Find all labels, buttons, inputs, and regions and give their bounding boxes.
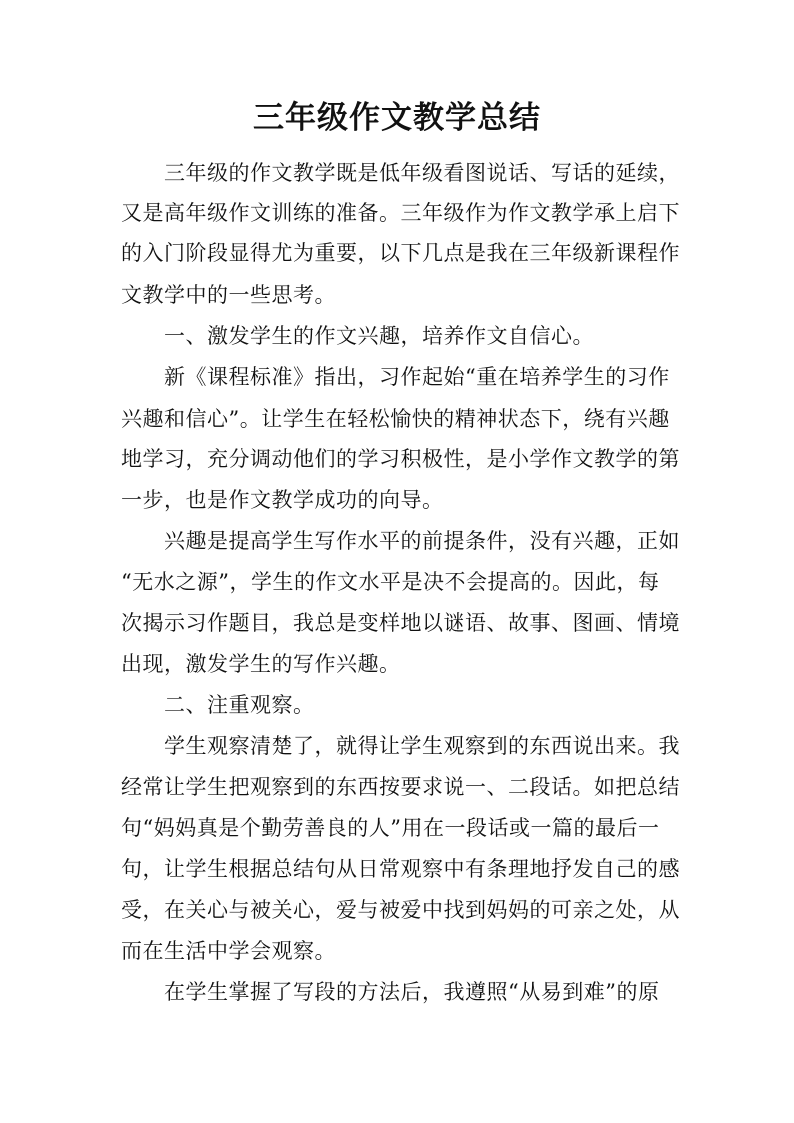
text-line: “无水之源”，学生的作文水平是决不会提高的。因此，每 — [121, 570, 660, 594]
text-line: 句“妈妈真是个勤劳善良的人”用在一段话或一篇的最后一 — [121, 816, 660, 840]
section-heading: 二、注重观察。 — [164, 693, 315, 717]
text-line: 在学生掌握了写段的方法后，我遵照“从易到难”的原 — [164, 980, 660, 1004]
text-line: 学生观察清楚了，就得让学生观察到的东西说出来。我 — [164, 734, 680, 758]
text-line: 受，在关心与被关心，爱与被爱中找到妈妈的可亲之处，从 — [121, 898, 680, 922]
text-line: 出现，激发学生的写作兴趣。 — [121, 652, 401, 676]
text-line: 句，让学生根据总结句从日常观察中有条理地抒发自己的感 — [121, 857, 680, 881]
text-line: 经常让学生把观察到的东西按要求说一、二段话。如把总结 — [121, 775, 680, 799]
text-line: 三年级的作文教学既是低年级看图说话、写话的延续， — [164, 161, 680, 185]
text-line: 而在生活中学会观察。 — [121, 939, 336, 963]
text-line: 文教学中的一些思考。 — [121, 283, 336, 307]
text-line: 兴趣是提高学生写作水平的前提条件，没有兴趣，正如 — [164, 529, 680, 553]
document-title: 三年级作文教学总结 — [253, 100, 541, 136]
text-line: 又是高年级作文训练的准备。三年级作为作文教学承上启下 — [121, 201, 680, 225]
text-line: 次揭示习作题目，我总是变样地以谜语、故事、图画、情境 — [121, 611, 680, 635]
text-line: 一步，也是作文教学成功的向导。 — [121, 488, 444, 512]
text-line: 的入门阶段显得尤为重要，以下几点是我在三年级新课程作 — [121, 241, 680, 265]
text-line: 新《课程标准》指出，习作起始“重在培养学生的习作 — [164, 365, 670, 389]
section-heading: 一、激发学生的作文兴趣，培养作文自信心。 — [164, 324, 594, 348]
text-line: 地学习，充分调动他们的学习积极性，是小学作文教学的第 — [121, 447, 680, 471]
text-line: 兴趣和信心”。让学生在轻松愉快的精神状态下，绕有兴趣 — [121, 407, 670, 431]
